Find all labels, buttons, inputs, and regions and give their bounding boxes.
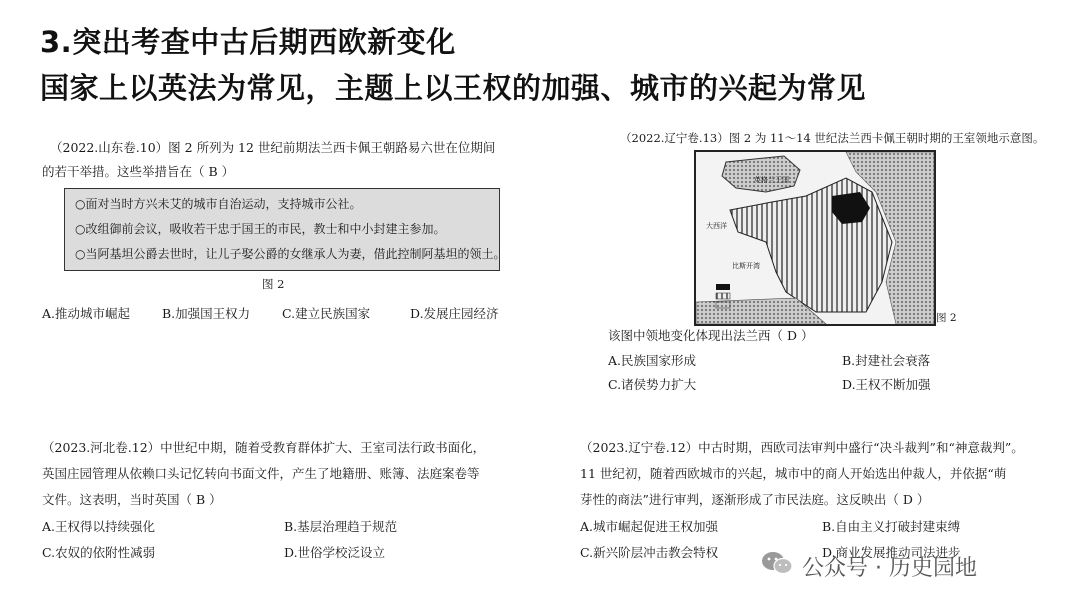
q2-option-c: C.诸侯势力扩大 — [608, 377, 697, 392]
q1-figure-caption: 图 2 — [262, 277, 285, 291]
q1-option-b: B.加强国王权力 — [162, 306, 251, 321]
q4-line-1: （2023.辽宁卷.12）中古时期，西欧司法审判中盛行“决斗裁判”和“神意裁判”。 — [580, 440, 1024, 455]
q4-option-b: B.自由主义打破封建束缚 — [822, 519, 961, 534]
q2-stem: （2022.辽宁卷.13）图 2 为 11～14 世纪法兰西卡佩王朝时期的王室领地示意图。 — [620, 131, 1045, 145]
q1-measures-box — [64, 188, 506, 271]
q1-option-c: C.建立民族国家 — [282, 306, 371, 321]
q3-option-a: A.王权得以持续强化 — [42, 519, 156, 534]
q1-measure-3: ○当阿基坦公爵去世时，让儿子娶公爵的女继承人为妻，借此控制阿基坦的领土。 — [75, 247, 506, 261]
q4-option-a: A.城市崛起促进王权加强 — [580, 519, 719, 534]
q2-option-a: A.民族国家形成 — [608, 353, 697, 368]
wechat-icon — [760, 550, 794, 576]
q3-option-b: B.基层治理趋于规范 — [284, 519, 398, 534]
q4-option-d: D.商业发展推动司法进步 — [822, 545, 961, 560]
watermark-text: 公众号 · 历史园地 — [802, 556, 977, 581]
heading-line-2: 国家上以英法为常见，主题上以王权的加强、城市的兴起为常见 — [40, 71, 867, 105]
q3-line-1: （2023.河北卷.12）中世纪中期，随着受教育群体扩大、王室司法行政书面化， — [42, 440, 486, 455]
q3-line-2: 英国庄园管理从依赖口头记忆转向书面文件，产生了地籍册、账簿、法庭案卷等 — [42, 466, 480, 481]
map-graphic — [696, 152, 934, 324]
q4-option-c: C.新兴阶层冲击教会特权 — [580, 545, 719, 560]
heading-line-1: 3.突出考查中古后期西欧新变化 — [40, 25, 456, 59]
q1-stem-line-2: 的若干举措。这些举措旨在（ B ） — [42, 164, 235, 179]
map-label-atlantic: 大西洋 — [706, 222, 727, 230]
q4-line-2: 11 世纪初，随着西欧城市的兴起，城市中的商人开始选出仲裁人，并依据“萌 — [580, 466, 1007, 481]
q2-option-d: D.王权不断加强 — [842, 377, 931, 392]
q3-line-3: 文件。这表明，当时英国（ B ） — [42, 492, 222, 507]
q3-option-c: C.农奴的依附性减弱 — [42, 545, 156, 560]
q4-line-3: 芽性的商法”进行审判，逐渐形成了市民法庭。这反映出（ D ） — [580, 492, 930, 507]
q1-measure-2: ○改组御前会议，吸收若干忠于国王的市民，教士和中小封建主参加。 — [75, 222, 446, 236]
q1-measure-1: ○面对当时方兴未艾的城市自治运动，支持城市公社。 — [75, 197, 362, 211]
q2-figure-caption: 图 2 — [936, 312, 957, 324]
q1-stem-line-1: （2022.山东卷.10）图 2 所列为 12 世纪前期法兰西卡佩王朝路易六世在位期间 — [50, 140, 496, 155]
q3-option-d: D.世俗学校泛设立 — [284, 545, 386, 560]
map-label-england: 英格兰王国 — [754, 176, 789, 184]
q2-question: 该图中领地变化体现出法兰西（ D ） — [608, 328, 814, 343]
q1-option-a: A.推动城市崛起 — [42, 306, 131, 321]
map-label-biscay: 比斯开湾 — [732, 262, 760, 270]
royal-domain-map — [694, 150, 936, 326]
q2-option-b: B.封建社会衰落 — [842, 353, 931, 368]
q1-option-d: D.发展庄园经济 — [410, 306, 499, 321]
